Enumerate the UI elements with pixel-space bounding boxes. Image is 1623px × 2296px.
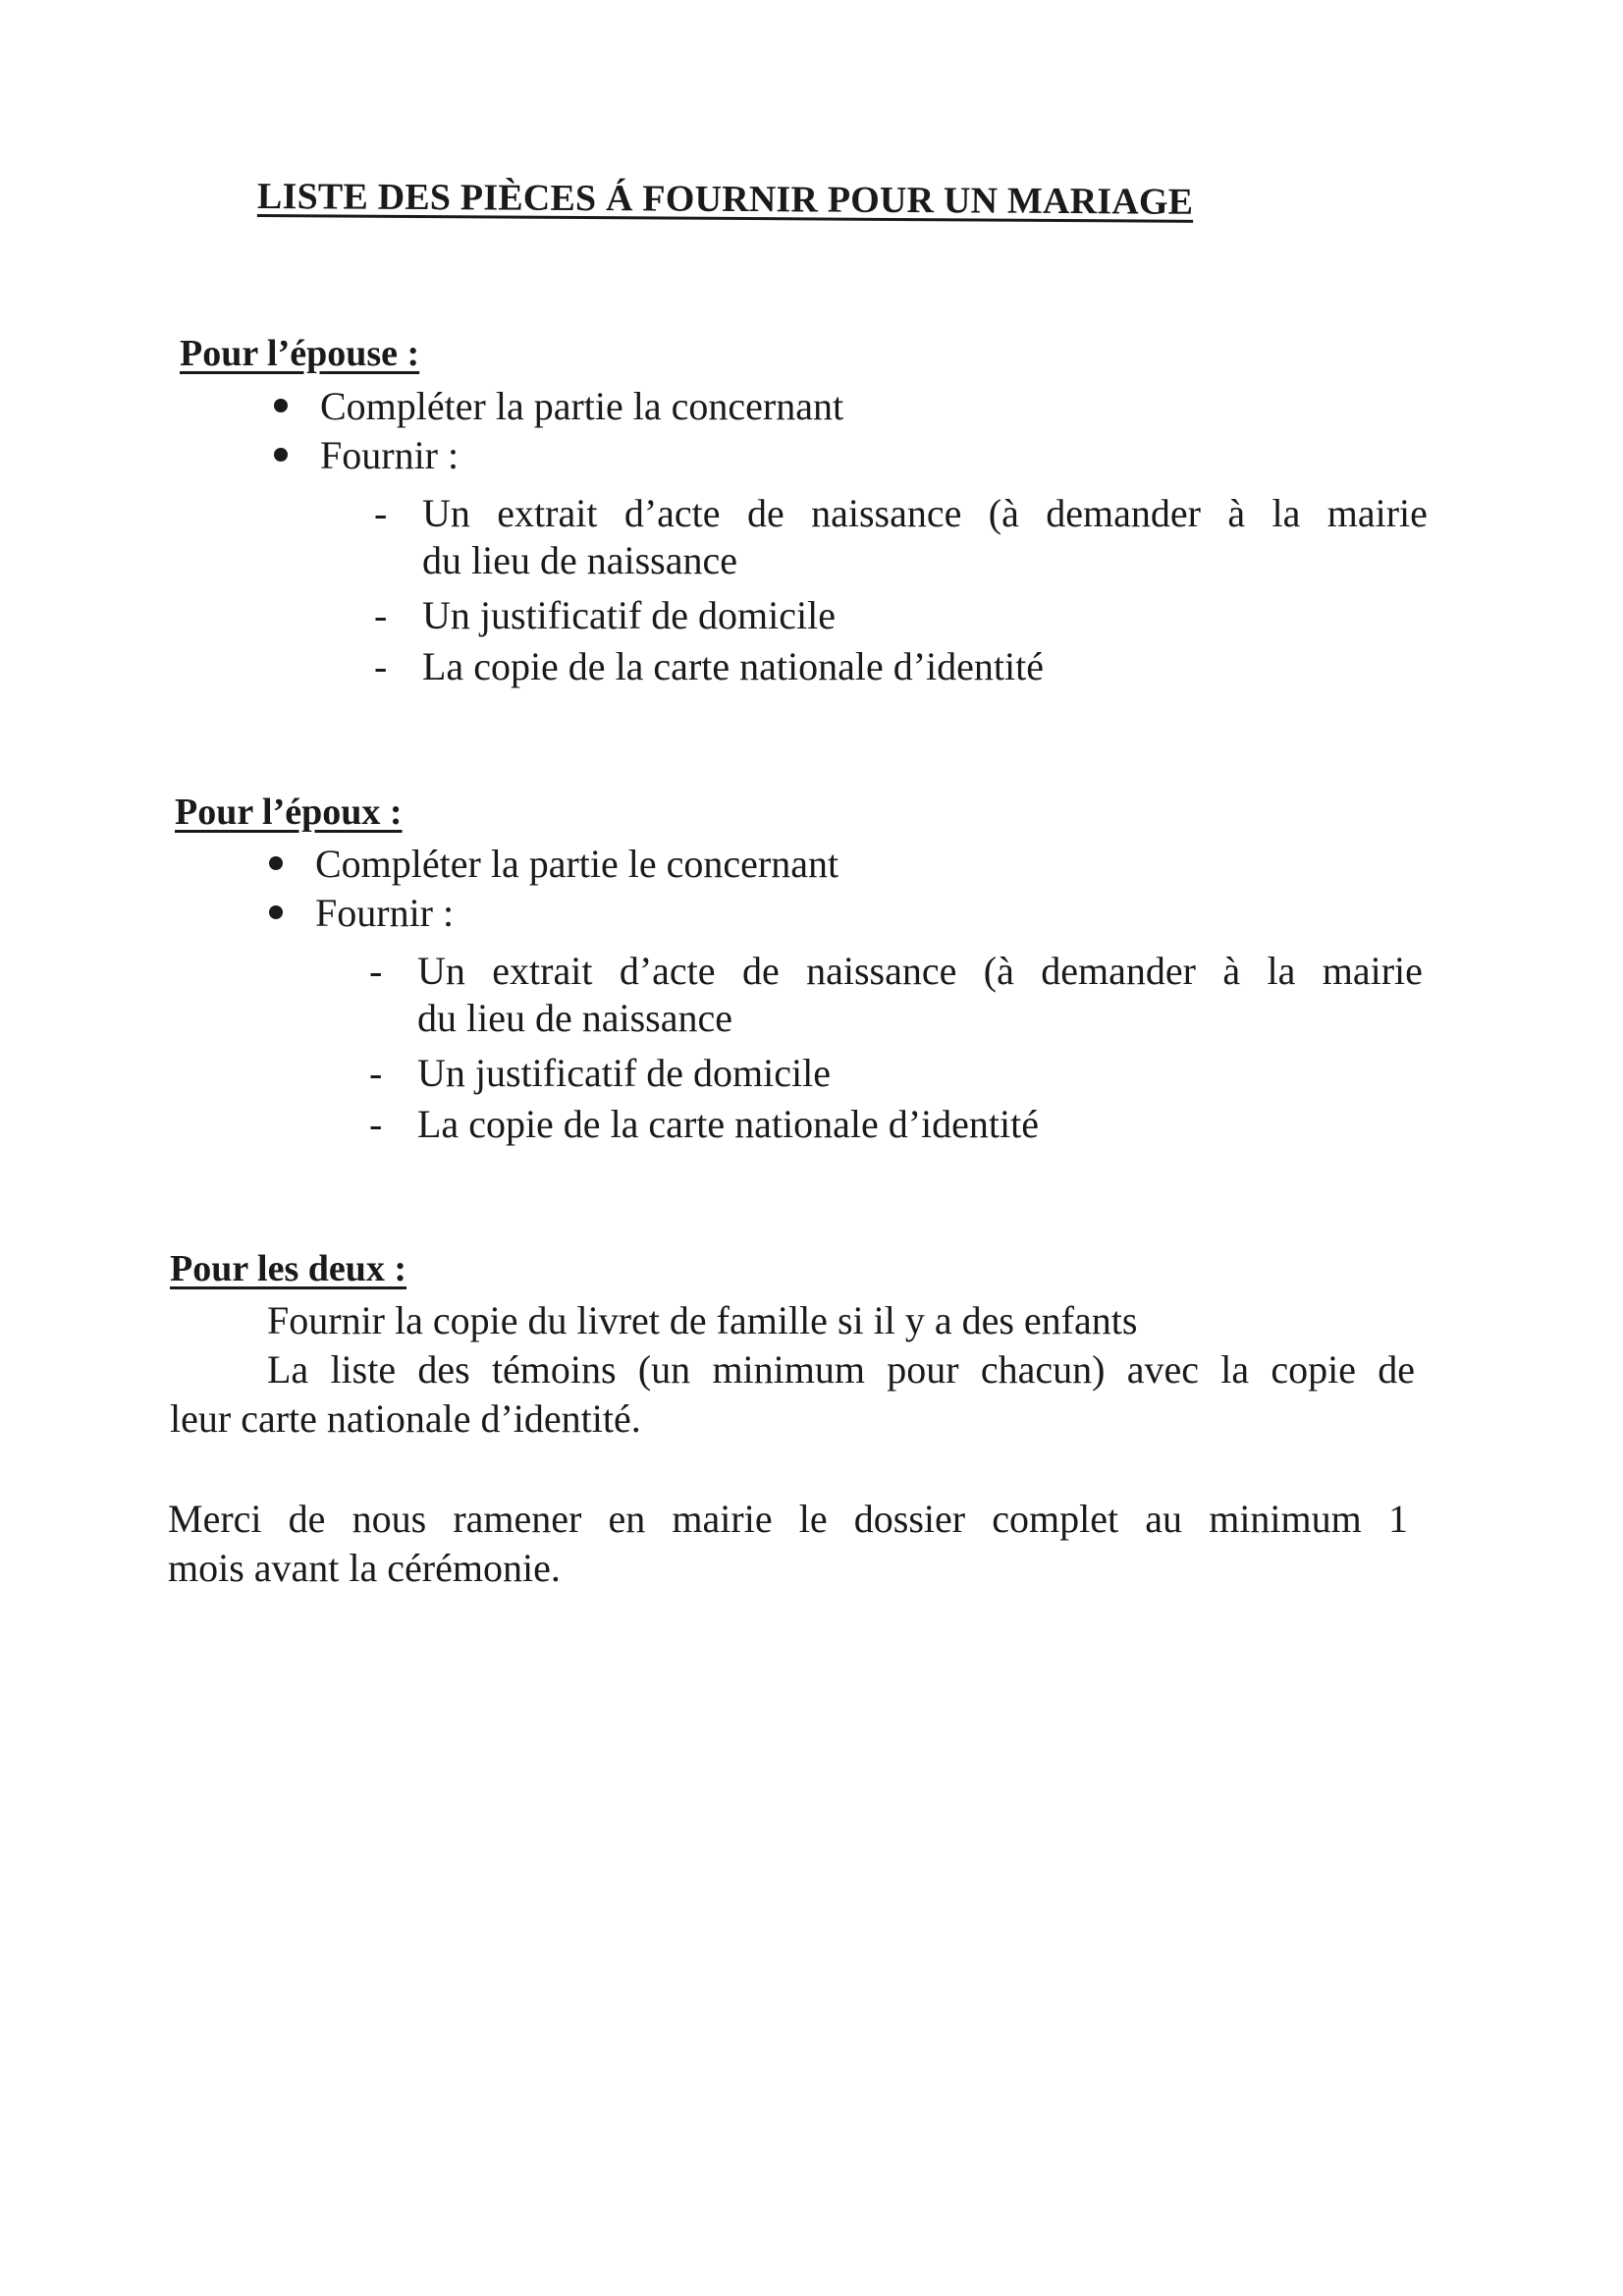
dash-item: - Un justificatif de domicile xyxy=(374,593,836,637)
paragraph-line: Merci de nous ramener en mairie le dossier complet au minimum 1 xyxy=(168,1497,1408,1541)
dash-item: - Un extrait d’acte de naissance (à demander à la mairie du lieu de naissance xyxy=(369,949,1423,1040)
bullet-item: Fournir : xyxy=(274,431,1452,480)
bullet-icon xyxy=(274,448,288,462)
bullet-item: Compléter la partie la concernant xyxy=(274,382,1452,431)
paragraph-line: La liste des témoins (un minimum pour chacun) avec la copie de xyxy=(267,1347,1415,1392)
dash-item: - La copie de la carte nationale d’identité xyxy=(374,644,1045,688)
closing-paragraph xyxy=(168,1495,1408,1593)
paragraph-line: mois avant la cérémonie. xyxy=(168,1546,561,1590)
bullet-item: Fournir : xyxy=(269,889,1447,938)
bullet-icon xyxy=(274,399,288,412)
dash-item-line: Un extrait d’acte de naissance (à demander à la mairie xyxy=(417,949,1423,993)
dash-item-line: Un extrait d’acte de naissance (à demander à la mairie xyxy=(422,491,1428,535)
dash-item: - La copie de la carte nationale d’identité xyxy=(369,1102,1040,1146)
section-deux xyxy=(170,1245,1446,1441)
section-epoux xyxy=(175,789,1451,1146)
document-title: LISTE DES PIÈCES Á FOURNIR POUR UN MARIAGE xyxy=(256,176,1194,223)
dash-item: - Un extrait d’acte de naissance (à demander à la mairie du lieu de naissance xyxy=(374,491,1428,582)
section-heading-deux: Pour les deux : xyxy=(170,1248,407,1289)
dash-item: - Un justificatif de domicile xyxy=(369,1051,831,1095)
section-heading-epouse: Pour l’épouse : xyxy=(180,333,420,374)
bullet-item: Compléter la partie le concernant xyxy=(269,840,1447,889)
paragraph-line: Fournir la copie du livret de famille si il y a des enfants xyxy=(267,1298,1138,1342)
paragraph-line: leur carte nationale d’identité. xyxy=(170,1396,641,1441)
section-epouse xyxy=(180,330,1456,688)
bullet-icon xyxy=(269,856,283,870)
bullet-icon xyxy=(269,905,283,919)
section-heading-epoux: Pour l’époux : xyxy=(175,792,403,833)
